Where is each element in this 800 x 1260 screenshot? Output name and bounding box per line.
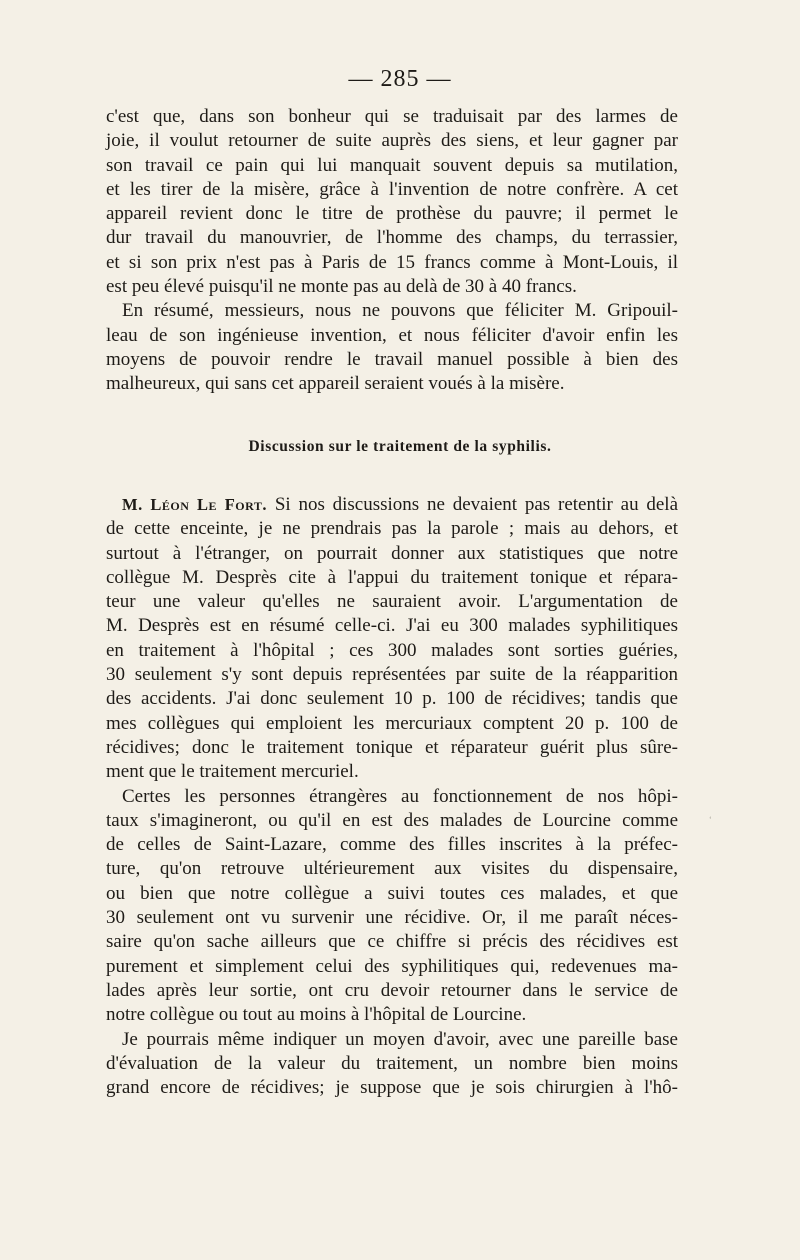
section-heading: Discussion sur le traitement de la syphilis. xyxy=(248,438,552,455)
text-line: purement et simplement celui des syphilitiques qui, redevenues ma- xyxy=(106,955,678,977)
text-line: mes collègues qui emploient les mercuriaux comptent 20 p. 100 de xyxy=(106,712,678,734)
text-line: grand encore de récidives; je suppose que je sois chirurgien à l'hô- xyxy=(106,1077,678,1099)
text-line: son travail ce pain qui lui manquait souvent depuis sa mutilation, xyxy=(106,154,678,176)
speaker-name: M. Léon Le Fort. xyxy=(122,495,268,514)
text-line: teur une valeur qu'elles ne sauraient avoir. L'argumentation de xyxy=(106,591,678,613)
text-line: et les tirer de la misère, grâce à l'invention de notre confrère. A cet xyxy=(106,178,678,200)
text-line: surtout à l'étranger, on pourrait donner aux statistiques que notre xyxy=(106,542,678,564)
paragraph xyxy=(106,785,678,1028)
text-line: d'évaluation de la valeur du traitement, un nombre bien moins xyxy=(106,1052,678,1074)
text-line: 30 seulement s'y sont depuis représentées par suite de la réapparition xyxy=(106,664,678,686)
text-line: lades après leur sortie, ont cru devoir retourner dans le service de xyxy=(106,979,678,1001)
paragraph xyxy=(106,105,678,299)
text-line: récidives; donc le traitement tonique et réparateur guérit plus sûre- xyxy=(106,736,678,758)
text-line: de cette enceinte, je ne prendrais pas la parole ; mais au dehors, et xyxy=(106,518,678,540)
text-line: En résumé, messieurs, nous ne pouvons que féliciter M. Gripouil- xyxy=(122,300,678,322)
text-line: malheureux, qui sans cet appareil seraient voués à la misère. xyxy=(106,373,565,395)
text-line: leau de son ingénieuse invention, et nous féliciter d'avoir enfin les xyxy=(106,324,678,346)
page-number: — 285 — xyxy=(348,66,452,92)
text-line: saire qu'on sache ailleurs que ce chiffre si précis des récidives est xyxy=(106,931,678,953)
text-line: ou bien que notre collègue a suivi toutes ces malades, et que xyxy=(106,882,678,904)
text-line: c'est que, dans son bonheur qui se traduisait par des larmes de xyxy=(106,106,678,127)
text-line: notre collègue ou tout au moins à l'hôpital de Lourcine. xyxy=(106,1004,527,1026)
text-line: Je pourrais même indiquer un moyen d'avoir, avec une pareille base xyxy=(122,1028,678,1050)
text-line: ture, qu'on retrouve ultérieurement aux visites du dispensaire, xyxy=(106,858,678,880)
text-line: ment que le traitement mercuriel. xyxy=(106,761,359,783)
paragraph xyxy=(106,493,678,785)
text-line: des accidents. J'ai donc seulement 10 p. 100 de récidives; tandis que xyxy=(106,688,678,710)
text-line: moyens de pouvoir rendre le travail manuel possible à bien des xyxy=(106,348,678,370)
text-line: est peu élevé puisqu'il ne monte pas au delà de 30 à 40 francs. xyxy=(106,276,577,298)
text-line: M. Desprès est en résumé celle-ci. J'ai eu 300 malades syphilitiques xyxy=(106,615,678,637)
text-block-lower xyxy=(106,493,678,1100)
text-line: et si son prix n'est pas à Paris de 15 francs comme à Mont-Louis, il xyxy=(106,251,678,273)
text-line: taux s'imagineront, ou qu'il en est des malades de Lourcine comme xyxy=(106,809,678,831)
paragraph xyxy=(106,1028,678,1101)
text-line: dur travail du manouvrier, de l'homme des champs, du terrassier, xyxy=(106,227,678,249)
text-line: collègue M. Desprès cite à l'appui du traitement tonique et répara- xyxy=(106,566,678,588)
paragraph xyxy=(106,299,678,396)
margin-mark: ‘ xyxy=(709,815,712,824)
text-line: Certes les personnes étrangères au fonctionnement de nos hôpi- xyxy=(122,785,678,807)
text-run: Si nos discussions ne devaient pas retentir au delà xyxy=(274,494,679,515)
text-line xyxy=(106,493,678,517)
text-block-upper xyxy=(106,105,678,397)
text-line: joie, il voulut retourner de suite auprès des siens, et leur gagner par xyxy=(106,130,678,152)
text-line: de celles de Saint-Lazare, comme des filles inscrites à la préfec- xyxy=(106,834,678,856)
text-line: 30 seulement ont vu survenir une récidive. Or, il me paraît néces- xyxy=(106,907,678,929)
text-line: en traitement à l'hôpital ; ces 300 malades sont sorties guéries, xyxy=(106,639,678,661)
text-line: appareil revient donc le titre de prothèse du pauvre; il permet le xyxy=(106,203,678,225)
